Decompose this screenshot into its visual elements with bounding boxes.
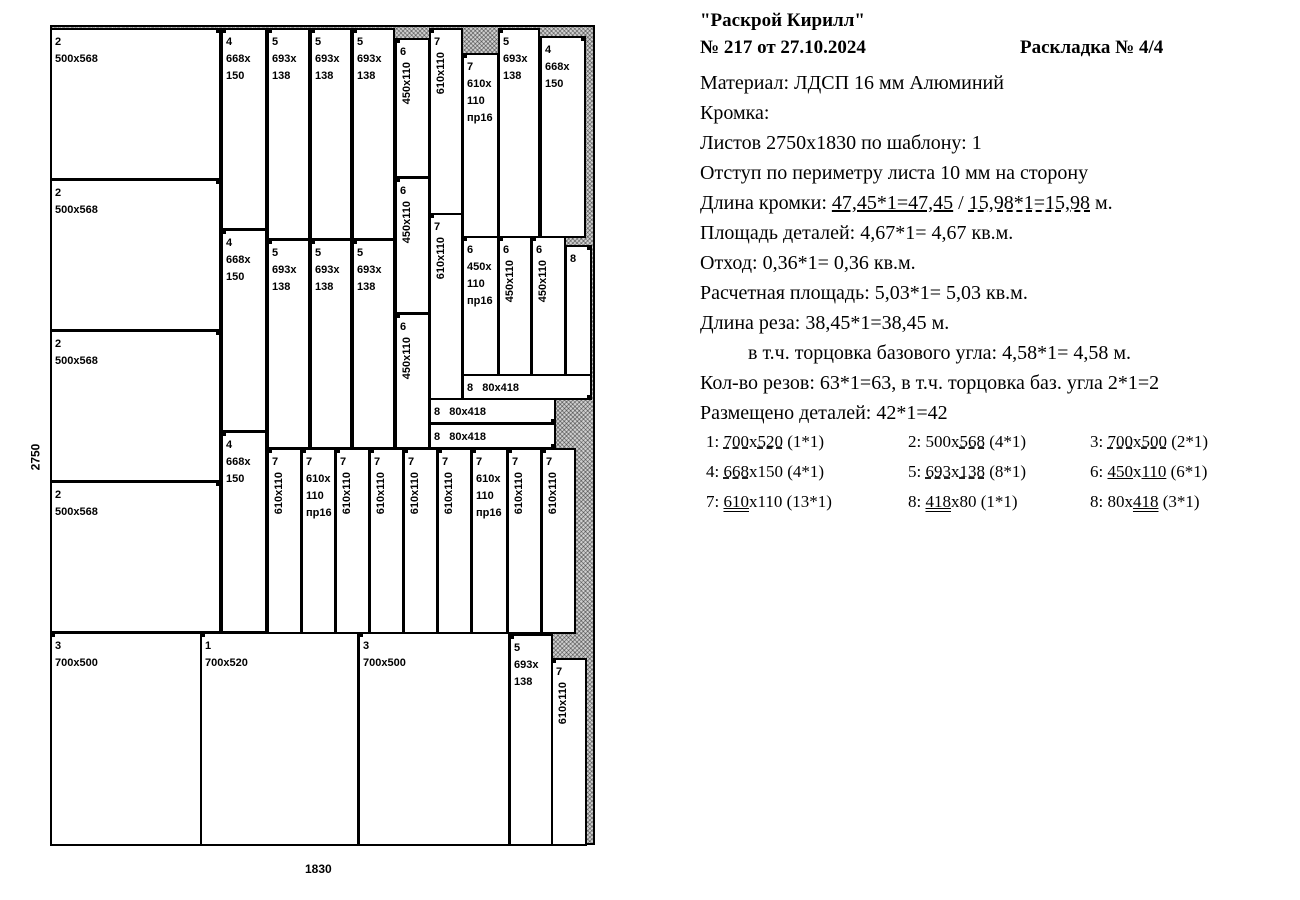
part-5 bbox=[352, 239, 395, 449]
parts-list-b: 418 bbox=[1132, 492, 1159, 511]
part-number: 7 bbox=[546, 456, 553, 468]
parts-list-a: 450 bbox=[1107, 462, 1133, 481]
part-dimensions: 693x 138 bbox=[357, 264, 382, 293]
edge-marker bbox=[508, 449, 512, 453]
parts-list-n: 1: bbox=[706, 432, 724, 451]
parts-list-a: 693 bbox=[925, 462, 951, 481]
sheets-line: Листов 2750x1830 по шаблону: 1 bbox=[700, 132, 982, 154]
part-number: 8 bbox=[570, 253, 577, 265]
part-label bbox=[467, 59, 493, 127]
calc-area-line: Расчетная площадь: 5,03*1= 5,03 кв.м. bbox=[700, 282, 1028, 304]
part-number: 6 bbox=[467, 244, 474, 256]
project-title: "Раскрой Кирилл" bbox=[700, 10, 865, 31]
parts-list-n: 4: bbox=[706, 462, 724, 481]
part-7 bbox=[301, 448, 336, 634]
parts-list-b: 110 bbox=[757, 492, 783, 511]
part-4 bbox=[221, 431, 267, 633]
parts-list-c: (6*1) bbox=[1166, 462, 1208, 481]
part-7 bbox=[403, 448, 438, 634]
parts-list-c: (4*1) bbox=[782, 462, 825, 481]
edge-marker bbox=[201, 633, 205, 637]
sheet-height-label: 2750 bbox=[28, 443, 43, 471]
part-5 bbox=[267, 239, 310, 449]
parts-list-b: 138 bbox=[959, 462, 985, 481]
parts-list-c: (4*1) bbox=[984, 432, 1027, 451]
part-dimensions: 610x110 bbox=[273, 472, 285, 515]
part-dimensions: 693x 138 bbox=[272, 53, 297, 82]
edge-marker bbox=[396, 178, 400, 182]
parts-list-item bbox=[706, 432, 824, 452]
parts-list-a: 700 bbox=[723, 432, 749, 451]
part-label bbox=[315, 34, 339, 85]
part-label bbox=[467, 242, 493, 310]
part-5 bbox=[267, 28, 310, 240]
edge-line: Кромка: bbox=[700, 102, 770, 124]
part-2 bbox=[50, 179, 221, 331]
part-label bbox=[315, 245, 339, 296]
parts-list-b: 150 bbox=[757, 462, 783, 481]
edge-marker bbox=[499, 237, 503, 241]
part-dimensions: 610x110 bbox=[557, 682, 569, 725]
part-number: 7 bbox=[340, 456, 347, 468]
edge-marker bbox=[353, 240, 357, 244]
edge-marker bbox=[216, 331, 220, 335]
parts-list-a: 80 bbox=[1107, 492, 1125, 511]
part-number: 5 bbox=[315, 247, 322, 259]
edge-marker bbox=[587, 395, 591, 399]
parts-list-b: 80 bbox=[959, 492, 977, 511]
part-number: 7 bbox=[434, 221, 441, 233]
parts-list-x: x bbox=[1132, 432, 1142, 451]
part-5 bbox=[310, 28, 352, 240]
part-6 bbox=[395, 38, 430, 178]
part-6 bbox=[395, 313, 430, 449]
part-dimensions: 500x568 bbox=[55, 355, 98, 367]
part-5 bbox=[509, 634, 553, 846]
edge-marker bbox=[222, 432, 226, 436]
part-2 bbox=[50, 28, 221, 180]
part-8 bbox=[429, 423, 556, 449]
part-7 bbox=[551, 658, 587, 846]
parts-list-n: 7: bbox=[706, 492, 724, 511]
part-dimensions: 693x 138 bbox=[357, 53, 382, 82]
parts-list-x: x bbox=[950, 492, 960, 511]
part-dimensions: 668x 150 bbox=[226, 53, 251, 82]
part-number: 2 bbox=[55, 187, 62, 199]
part-dimensions: 700x500 bbox=[55, 657, 98, 669]
part-number: 5 bbox=[357, 36, 364, 48]
edge-marker bbox=[463, 237, 467, 241]
material-line: Материал: ЛДСП 16 мм Алюминий bbox=[700, 72, 1004, 94]
edge-marker bbox=[268, 449, 272, 453]
part-dimensions: 500x568 bbox=[55, 204, 98, 216]
part-number: 3 bbox=[363, 640, 370, 652]
parts-list-a: 610 bbox=[723, 492, 749, 511]
part-label bbox=[55, 638, 98, 672]
part-6 bbox=[498, 236, 532, 376]
parts-list-c: (2*1) bbox=[1166, 432, 1209, 451]
parts-list-n: 3: bbox=[1090, 432, 1108, 451]
part-label bbox=[55, 487, 98, 521]
parts-list-x: x bbox=[950, 432, 960, 451]
edge-marker bbox=[216, 180, 220, 184]
part-number: 4 bbox=[226, 237, 233, 249]
part-dimensions: 80x418 bbox=[443, 431, 487, 443]
part-dimensions: 610x110 bbox=[435, 237, 447, 280]
edge-marker bbox=[370, 449, 374, 453]
part-dimensions: 693x 138 bbox=[503, 53, 528, 82]
edge-marker bbox=[438, 449, 442, 453]
part-dimensions: 500x568 bbox=[55, 506, 98, 518]
part-label bbox=[272, 34, 296, 85]
edge-length-line bbox=[700, 192, 1113, 215]
edge-marker bbox=[311, 240, 315, 244]
part-7 bbox=[429, 28, 463, 216]
edge-marker bbox=[472, 449, 476, 453]
parts-list-item bbox=[908, 462, 1026, 482]
part-label bbox=[467, 380, 519, 397]
parts-list-b: 568 bbox=[959, 432, 985, 451]
edge-marker bbox=[359, 633, 363, 637]
edge-length-separator: / bbox=[953, 192, 969, 214]
part-number: 7 bbox=[556, 666, 563, 678]
part-dimensions: 450x110 bbox=[401, 62, 413, 105]
part-number: 6 bbox=[400, 185, 407, 197]
edge-marker bbox=[552, 659, 556, 663]
parts-list-c: (3*1) bbox=[1158, 492, 1200, 511]
parts-list-c: (1*1) bbox=[782, 432, 825, 451]
part-dimensions: 450x110 bbox=[504, 260, 516, 303]
parts-list-c: (1*1) bbox=[976, 492, 1018, 511]
part-number: 6 bbox=[400, 46, 407, 58]
part-7 bbox=[335, 448, 370, 634]
part-8 bbox=[462, 374, 592, 400]
part-dimensions: 668x 150 bbox=[226, 456, 251, 485]
part-number: 7 bbox=[374, 456, 381, 468]
edge-marker bbox=[581, 37, 585, 41]
part-dimensions: 693x 138 bbox=[514, 659, 539, 688]
parts-list-a: 500 bbox=[925, 432, 951, 451]
part-label bbox=[514, 640, 538, 691]
edge-marker bbox=[302, 449, 306, 453]
parts-list-a: 418 bbox=[925, 492, 951, 511]
part-label bbox=[272, 245, 296, 296]
edge-marker bbox=[396, 314, 400, 318]
part-number: 6 bbox=[503, 244, 510, 256]
part-dimensions: 610x110 bbox=[435, 52, 447, 95]
part-dimensions: 610x 110 пр16 bbox=[306, 473, 332, 519]
parts-list-b: 110 bbox=[1141, 462, 1167, 481]
part-dimensions: 450x110 bbox=[401, 337, 413, 380]
edge-marker bbox=[499, 29, 503, 33]
part-number: 3 bbox=[55, 640, 62, 652]
part-number: 8 bbox=[434, 431, 441, 443]
area-line: Площадь деталей: 4,67*1= 4,67 кв.м. bbox=[700, 222, 1014, 244]
part-1 bbox=[200, 632, 359, 846]
part-number: 5 bbox=[272, 247, 279, 259]
part-2 bbox=[50, 481, 221, 633]
cutting-sheet bbox=[50, 25, 595, 845]
part-7 bbox=[462, 53, 499, 238]
part-number: 4 bbox=[226, 439, 233, 451]
edge-marker bbox=[532, 237, 536, 241]
part-7 bbox=[369, 448, 404, 634]
parts-list-n: 5: bbox=[908, 462, 926, 481]
part-dimensions: 610x110 bbox=[443, 472, 455, 515]
part-label bbox=[357, 245, 381, 296]
parts-list-item bbox=[706, 492, 832, 512]
parts-list-n: 8: bbox=[908, 492, 926, 511]
part-6 bbox=[531, 236, 566, 376]
part-label bbox=[55, 34, 98, 68]
part-dimensions: 668x 150 bbox=[545, 61, 570, 90]
part-dimensions: 610x110 bbox=[375, 472, 387, 515]
cuts-line: Кол-во резов: 63*1=63, в т.ч. торцовка баз. угла 2*1=2 bbox=[700, 372, 1160, 394]
parts-list-c: (8*1) bbox=[984, 462, 1027, 481]
part-label bbox=[363, 638, 406, 672]
edge-length-value-2: 15,98*1=15,98 bbox=[968, 192, 1090, 214]
part-number: 2 bbox=[55, 36, 62, 48]
parts-list-item bbox=[1090, 462, 1207, 482]
part-8 bbox=[429, 398, 556, 424]
parts-list-x: x bbox=[1132, 462, 1142, 481]
part-label bbox=[226, 235, 250, 286]
edge-marker bbox=[311, 29, 315, 33]
waste-line: Отход: 0,36*1= 0,36 кв.м. bbox=[700, 252, 916, 274]
parts-list-x: x bbox=[748, 432, 758, 451]
part-number: 8 bbox=[467, 382, 474, 394]
parts-list-x: x bbox=[748, 492, 758, 511]
part-label bbox=[55, 185, 98, 219]
part-label bbox=[205, 638, 248, 672]
part-number: 6 bbox=[536, 244, 543, 256]
part-dimensions: 80x418 bbox=[443, 406, 487, 418]
part-number: 5 bbox=[503, 36, 510, 48]
parts-list-b: 500 bbox=[1141, 432, 1167, 451]
part-6 bbox=[395, 177, 430, 314]
part-number: 5 bbox=[514, 642, 521, 654]
edge-marker bbox=[268, 29, 272, 33]
part-dimensions: 450x110 bbox=[537, 260, 549, 303]
part-dimensions: 450x 110 пр16 bbox=[467, 261, 493, 307]
parts-list-n: 2: bbox=[908, 432, 926, 451]
part-7 bbox=[267, 448, 302, 634]
part-number: 7 bbox=[408, 456, 415, 468]
parts-list-n: 8: bbox=[1090, 492, 1108, 511]
part-number: 2 bbox=[55, 338, 62, 350]
parts-list-item bbox=[706, 462, 824, 482]
sheet-width-label: 1830 bbox=[305, 862, 332, 876]
part-6 bbox=[462, 236, 499, 376]
parts-list-b: 520 bbox=[757, 432, 783, 451]
edge-marker bbox=[222, 230, 226, 234]
part-number: 7 bbox=[434, 36, 441, 48]
placed-line: Размещено деталей: 42*1=42 bbox=[700, 402, 948, 424]
part-number: 7 bbox=[306, 456, 313, 468]
edge-marker bbox=[51, 633, 55, 637]
edge-marker bbox=[510, 635, 514, 639]
part-label bbox=[434, 404, 486, 421]
part-label bbox=[226, 34, 250, 85]
part-label bbox=[226, 437, 250, 488]
parts-list-item bbox=[1090, 492, 1200, 512]
cut-length-line: Длина реза: 38,45*1=38,45 м. bbox=[700, 312, 950, 334]
part-label bbox=[503, 34, 527, 85]
part-7 bbox=[471, 448, 508, 634]
edge-marker bbox=[216, 482, 220, 486]
part-dimensions: 610x110 bbox=[409, 472, 421, 515]
part-8 bbox=[565, 245, 592, 376]
parts-list-c: (13*1) bbox=[782, 492, 832, 511]
parts-list-x: x bbox=[950, 462, 960, 481]
edge-marker bbox=[353, 29, 357, 33]
parts-list-item bbox=[1090, 432, 1208, 452]
parts-list-x: x bbox=[1124, 492, 1133, 511]
part-dimensions: 693x 138 bbox=[315, 264, 340, 293]
part-dimensions: 610x110 bbox=[547, 472, 559, 515]
part-number: 5 bbox=[315, 36, 322, 48]
part-number: 7 bbox=[272, 456, 279, 468]
part-label bbox=[476, 454, 502, 522]
edge-marker bbox=[430, 29, 434, 33]
part-number: 2 bbox=[55, 489, 62, 501]
parts-list-n: 6: bbox=[1090, 462, 1108, 481]
edge-marker bbox=[222, 29, 226, 33]
part-label bbox=[306, 454, 332, 522]
part-dimensions: 693x 138 bbox=[272, 264, 297, 293]
part-number: 5 bbox=[272, 36, 279, 48]
edge-marker bbox=[404, 449, 408, 453]
part-dimensions: 610x110 bbox=[341, 472, 353, 515]
part-7 bbox=[437, 448, 472, 634]
part-label bbox=[545, 42, 569, 93]
part-5 bbox=[310, 239, 352, 449]
edge-marker bbox=[463, 54, 467, 58]
part-number: 7 bbox=[467, 61, 474, 73]
part-dimensions: 80x418 bbox=[476, 382, 520, 394]
parts-list-a: 668 bbox=[723, 462, 749, 481]
parts-list-item bbox=[908, 492, 1018, 512]
part-dimensions: 693x 138 bbox=[315, 53, 340, 82]
order-number: № 217 от 27.10.2024 bbox=[700, 37, 866, 58]
part-number: 4 bbox=[226, 36, 233, 48]
part-label bbox=[55, 336, 98, 370]
part-3 bbox=[50, 632, 202, 846]
part-dimensions: 610x 110 пр16 bbox=[467, 78, 493, 124]
parts-list-x: x bbox=[748, 462, 758, 481]
part-label bbox=[434, 429, 486, 446]
part-7 bbox=[429, 213, 463, 401]
part-7 bbox=[507, 448, 542, 634]
part-3 bbox=[358, 632, 510, 846]
part-5 bbox=[498, 28, 540, 238]
part-2 bbox=[50, 330, 221, 482]
trim-line: в т.ч. торцовка базового угла: 4,58*1= 4,58 м. bbox=[748, 342, 1132, 364]
edge-marker bbox=[268, 240, 272, 244]
part-4 bbox=[540, 36, 586, 238]
parts-list-a: 700 bbox=[1107, 432, 1133, 451]
edge-length-label: Длина кромки: bbox=[700, 192, 832, 214]
part-label bbox=[357, 34, 381, 85]
parts-list-item bbox=[908, 432, 1026, 452]
part-7 bbox=[541, 448, 576, 634]
edge-marker bbox=[542, 449, 546, 453]
part-label bbox=[570, 251, 576, 268]
part-5 bbox=[352, 28, 395, 240]
part-number: 4 bbox=[545, 44, 552, 56]
part-dimensions: 700x520 bbox=[205, 657, 248, 669]
edge-marker bbox=[216, 29, 220, 33]
part-number: 7 bbox=[476, 456, 483, 468]
part-4 bbox=[221, 28, 267, 230]
part-dimensions: 610x 110 пр16 bbox=[476, 473, 502, 519]
part-4 bbox=[221, 229, 267, 432]
part-dimensions: 500x568 bbox=[55, 53, 98, 65]
part-dimensions: 668x 150 bbox=[226, 254, 251, 283]
part-dimensions: 700x500 bbox=[363, 657, 406, 669]
edge-marker bbox=[336, 449, 340, 453]
part-dimensions: 450x110 bbox=[401, 201, 413, 244]
part-dimensions: 610x110 bbox=[513, 472, 525, 515]
part-number: 8 bbox=[434, 406, 441, 418]
part-number: 1 bbox=[205, 640, 212, 652]
part-number: 5 bbox=[357, 247, 364, 259]
edge-length-unit: м. bbox=[1090, 192, 1113, 214]
part-number: 7 bbox=[512, 456, 519, 468]
edge-marker bbox=[587, 246, 591, 250]
part-number: 7 bbox=[442, 456, 449, 468]
layout-number: Раскладка № 4/4 bbox=[1020, 37, 1164, 58]
part-number: 6 bbox=[400, 321, 407, 333]
edge-marker bbox=[430, 214, 434, 218]
edge-marker bbox=[396, 39, 400, 43]
indent-line: Отступ по периметру листа 10 мм на сторону bbox=[700, 162, 1089, 184]
edge-length-value-1: 47,45*1=47,45 bbox=[831, 192, 954, 214]
